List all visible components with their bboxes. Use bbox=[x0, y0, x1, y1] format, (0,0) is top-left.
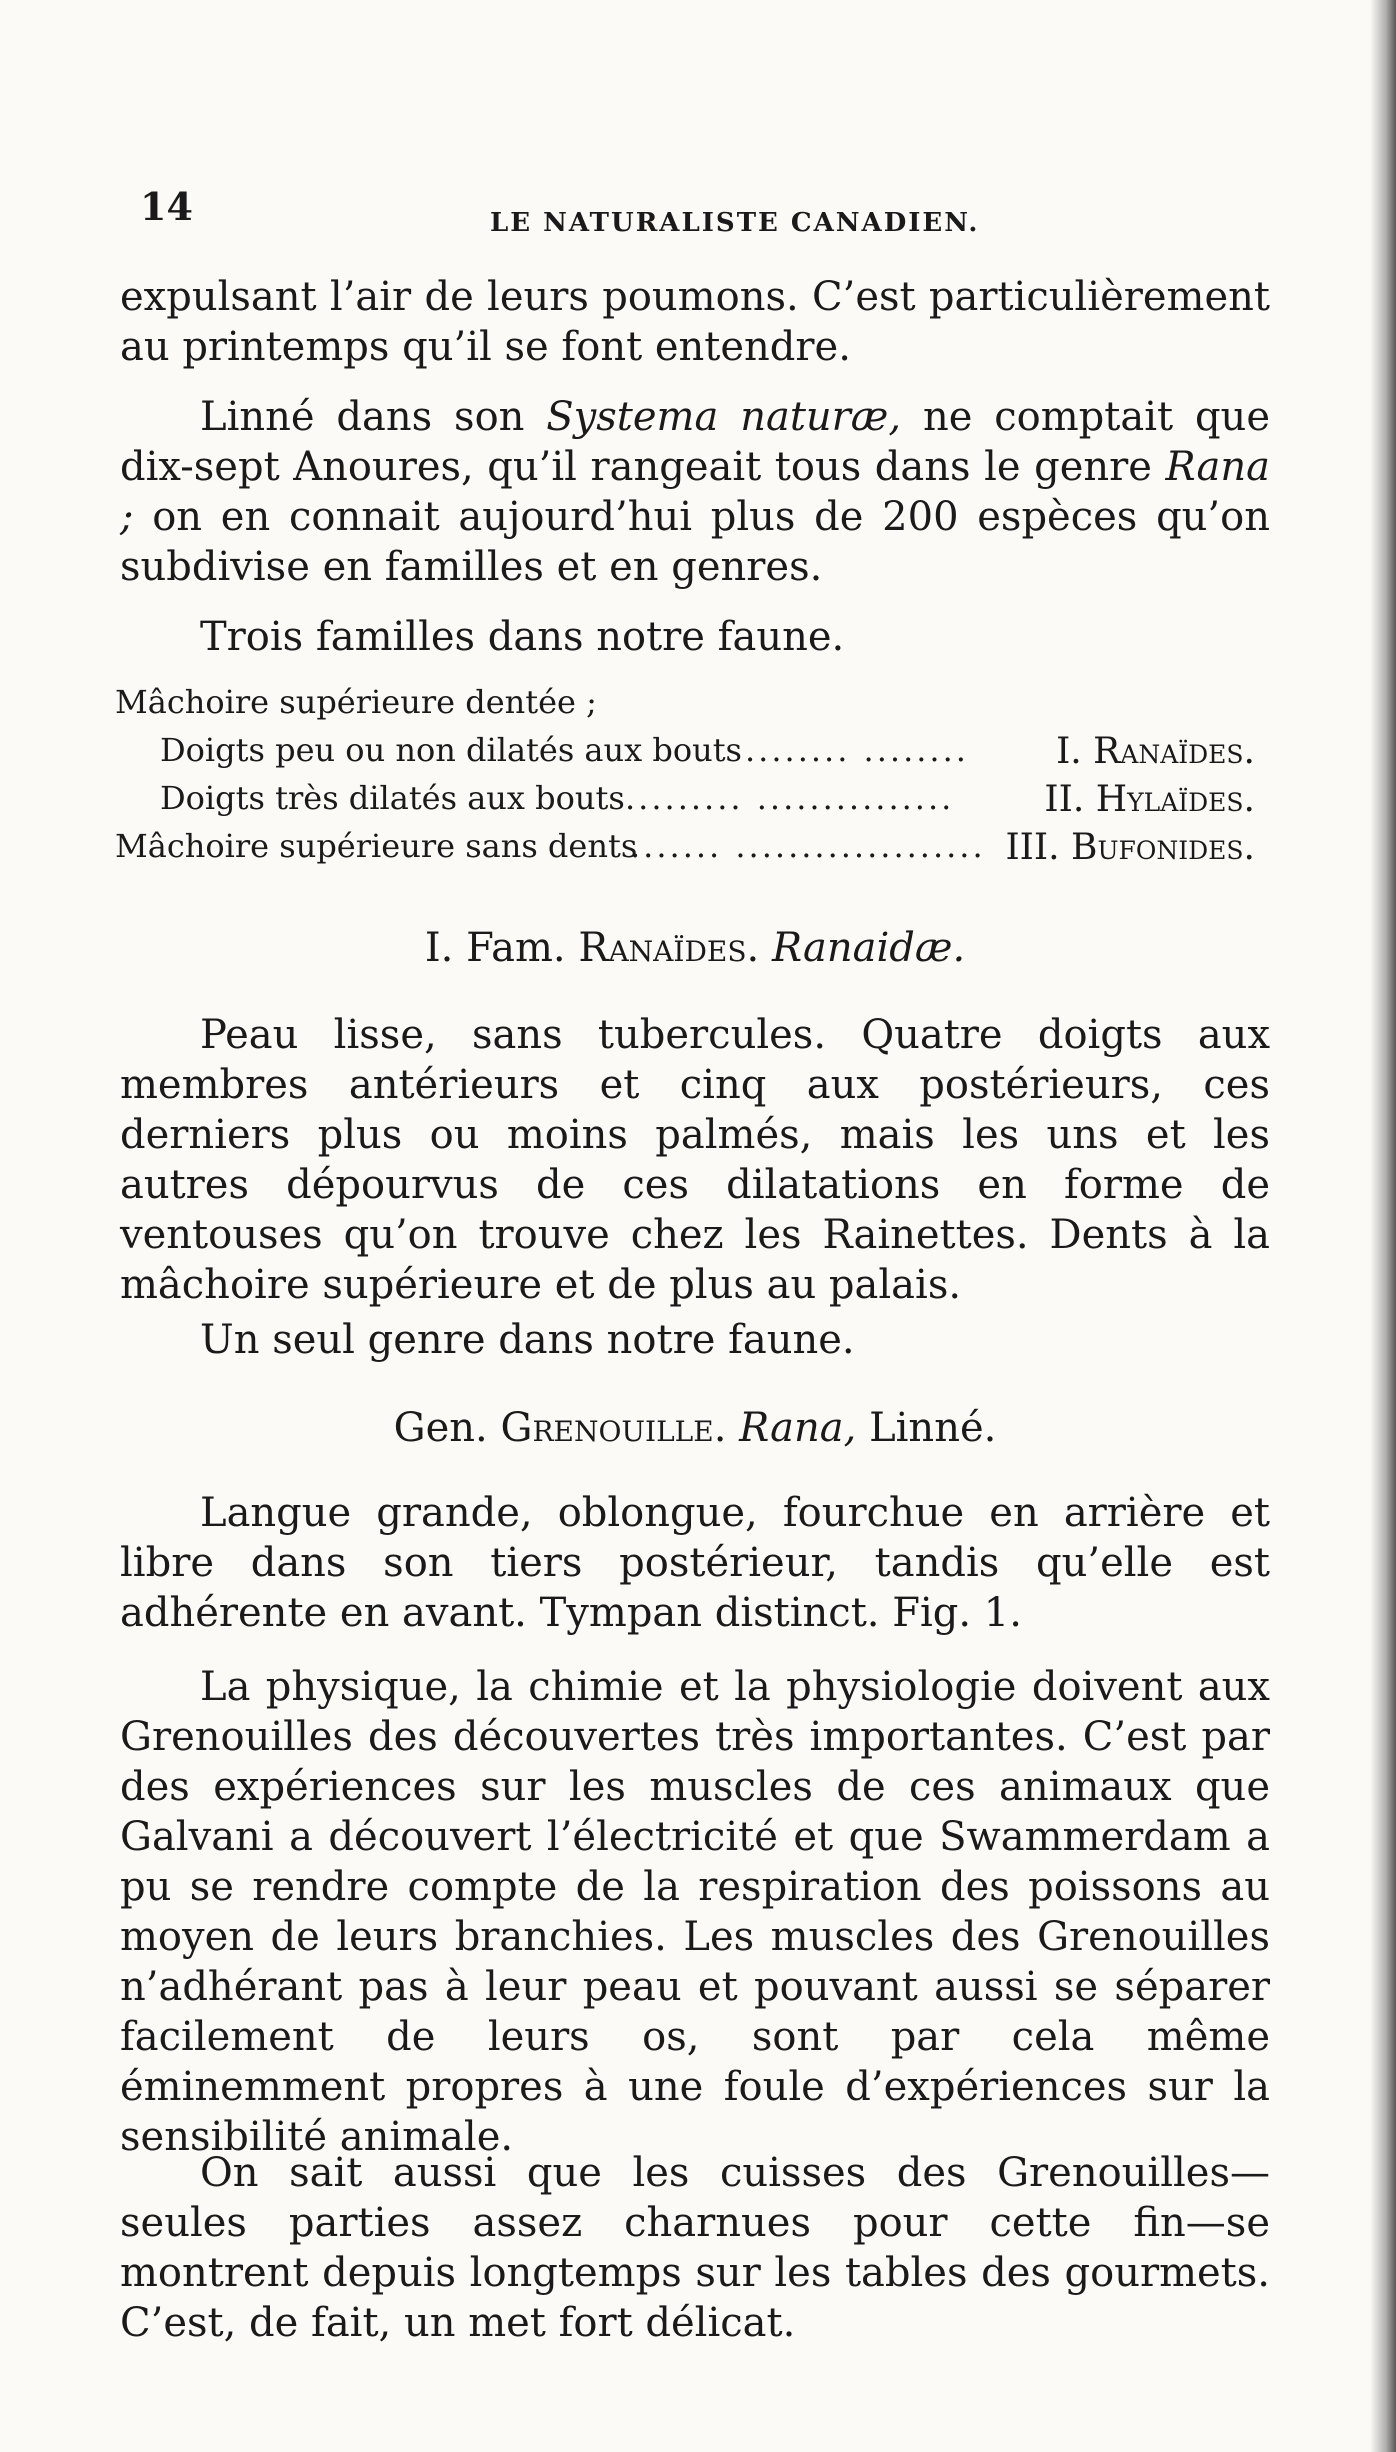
paragraph-4-text: Peau lisse, sans tubercules. Quatre doigts aux membres antérieurs et cinq aux postérieurs, ces derniers plus ou moins palmés, mais les uns et les autres dépourvus de ces dilatations en forme de ventouses qu’on trouve chez les Rainettes. Dents à la mâchoire supérieure et de plus au palais. bbox=[120, 1012, 1270, 1308]
key-row-4-num: III. bbox=[1005, 827, 1072, 868]
key-row-2-leader: ........ ........ bbox=[745, 731, 969, 769]
paragraph-4 bbox=[120, 1010, 1270, 1310]
genus-heading-latin: Rana, bbox=[739, 1405, 857, 1451]
genus-heading-pre: Gen. bbox=[393, 1405, 501, 1451]
paragraph-1-text: expulsant l’air de leurs poumons. C’est particulièrement au printemps qu’il se font entendre. bbox=[120, 274, 1270, 370]
key-row-1-desc: Mâchoire supérieure dentée ; bbox=[115, 683, 597, 721]
paragraph-8-text: On sait aussi que les cuisses des Grenouilles—seules parties assez charnues pour cette fin—se montrent depuis longtemps sur les tables des gourmets. C’est, de fait, un met fort délicat. bbox=[120, 2150, 1270, 2346]
paragraph-3 bbox=[120, 612, 1270, 662]
key-row-4 bbox=[115, 827, 1255, 875]
genus-heading-author: Linné. bbox=[856, 1405, 997, 1451]
key-row-4-name: Bufonides. bbox=[1071, 827, 1255, 868]
paragraph-2-text bbox=[120, 392, 1270, 592]
key-row-1 bbox=[115, 683, 1255, 731]
page-number: 14 bbox=[140, 184, 193, 229]
key-row-4-result bbox=[1005, 827, 1255, 868]
genus-heading-name: Grenouille. bbox=[500, 1405, 727, 1451]
family-heading bbox=[120, 925, 1270, 971]
paragraph-1 bbox=[120, 272, 1270, 372]
paragraph-5-text: Un seul genre dans notre faune. bbox=[200, 1317, 855, 1363]
paragraph-2-post: on en connait aujourd’hui plus de 200 espèces qu’on subdivise en familles et en genres. bbox=[120, 494, 1270, 590]
systema-naturae-italic: Systema naturæ, bbox=[546, 394, 902, 440]
key-row-3 bbox=[115, 779, 1255, 827]
paragraph-7 bbox=[120, 1662, 1270, 2162]
journal-title: LE NATURALISTE CANADIEN. bbox=[490, 208, 980, 238]
key-row-2-result bbox=[1056, 731, 1255, 772]
key-row-3-result bbox=[1044, 779, 1255, 820]
key-row-3-num: II. bbox=[1044, 779, 1096, 820]
paragraph-8 bbox=[120, 2148, 1270, 2348]
key-row-3-leader: ......... ............... bbox=[625, 779, 955, 817]
key-row-4-leader: ....... ................... bbox=[630, 827, 986, 865]
running-header bbox=[140, 180, 1270, 250]
paragraph-2 bbox=[120, 392, 1270, 592]
family-key bbox=[115, 683, 1255, 875]
key-row-2 bbox=[115, 731, 1255, 779]
page-edge-shadow bbox=[1370, 0, 1396, 2452]
paragraph-7-text: La physique, la chimie et la physiologie doivent aux Grenouilles des découvertes très importantes. C’est par des expériences sur les muscles de ces animaux que Galvani a découvert l’électricité et que Swammerdam a pu se rendre compte de la respiration des poissons au moyen de leurs branchies. Les muscles des Grenouilles n’adhérant pas à leur peau et pouvant aussi se séparer facilement de leurs os, sont par cela même éminemment propres à une foule d’expériences sur la sensibilité animale. bbox=[120, 1664, 1270, 2160]
key-row-2-name: Ranaïdes. bbox=[1093, 731, 1255, 772]
family-heading-pre: I. Fam. bbox=[424, 925, 579, 971]
paragraph-2-pre: Linné dans son bbox=[200, 394, 547, 440]
key-row-4-desc: Mâchoire supérieure sans dents bbox=[115, 827, 638, 865]
genus-heading bbox=[120, 1405, 1270, 1451]
paragraph-5 bbox=[120, 1315, 1270, 1365]
family-heading-name: Ranaïdes. bbox=[578, 925, 760, 971]
rana-italic: Rana ; bbox=[120, 444, 1270, 540]
paragraph-3-text: Trois familles dans notre faune. bbox=[200, 614, 845, 660]
paragraph-6 bbox=[120, 1488, 1270, 1638]
key-row-2-desc: Doigts peu ou non dilatés aux bouts bbox=[160, 731, 742, 769]
paragraph-6-text: Langue grande, oblongue, fourchue en arrière et libre dans son tiers postérieur, tandis qu’elle est adhérente en avant. Tympan distinct. Fig. 1. bbox=[120, 1490, 1270, 1636]
key-row-2-num: I. bbox=[1056, 731, 1094, 772]
key-row-3-name: Hylaïdes. bbox=[1095, 779, 1255, 820]
key-row-3-desc: Doigts très dilatés aux bouts bbox=[160, 779, 625, 817]
family-heading-latin: Ranaidæ. bbox=[771, 925, 966, 971]
paragraph-2-mid: ne comptait que dix-sept Anoures, qu’il rangeait tous dans le genre bbox=[120, 394, 1270, 490]
